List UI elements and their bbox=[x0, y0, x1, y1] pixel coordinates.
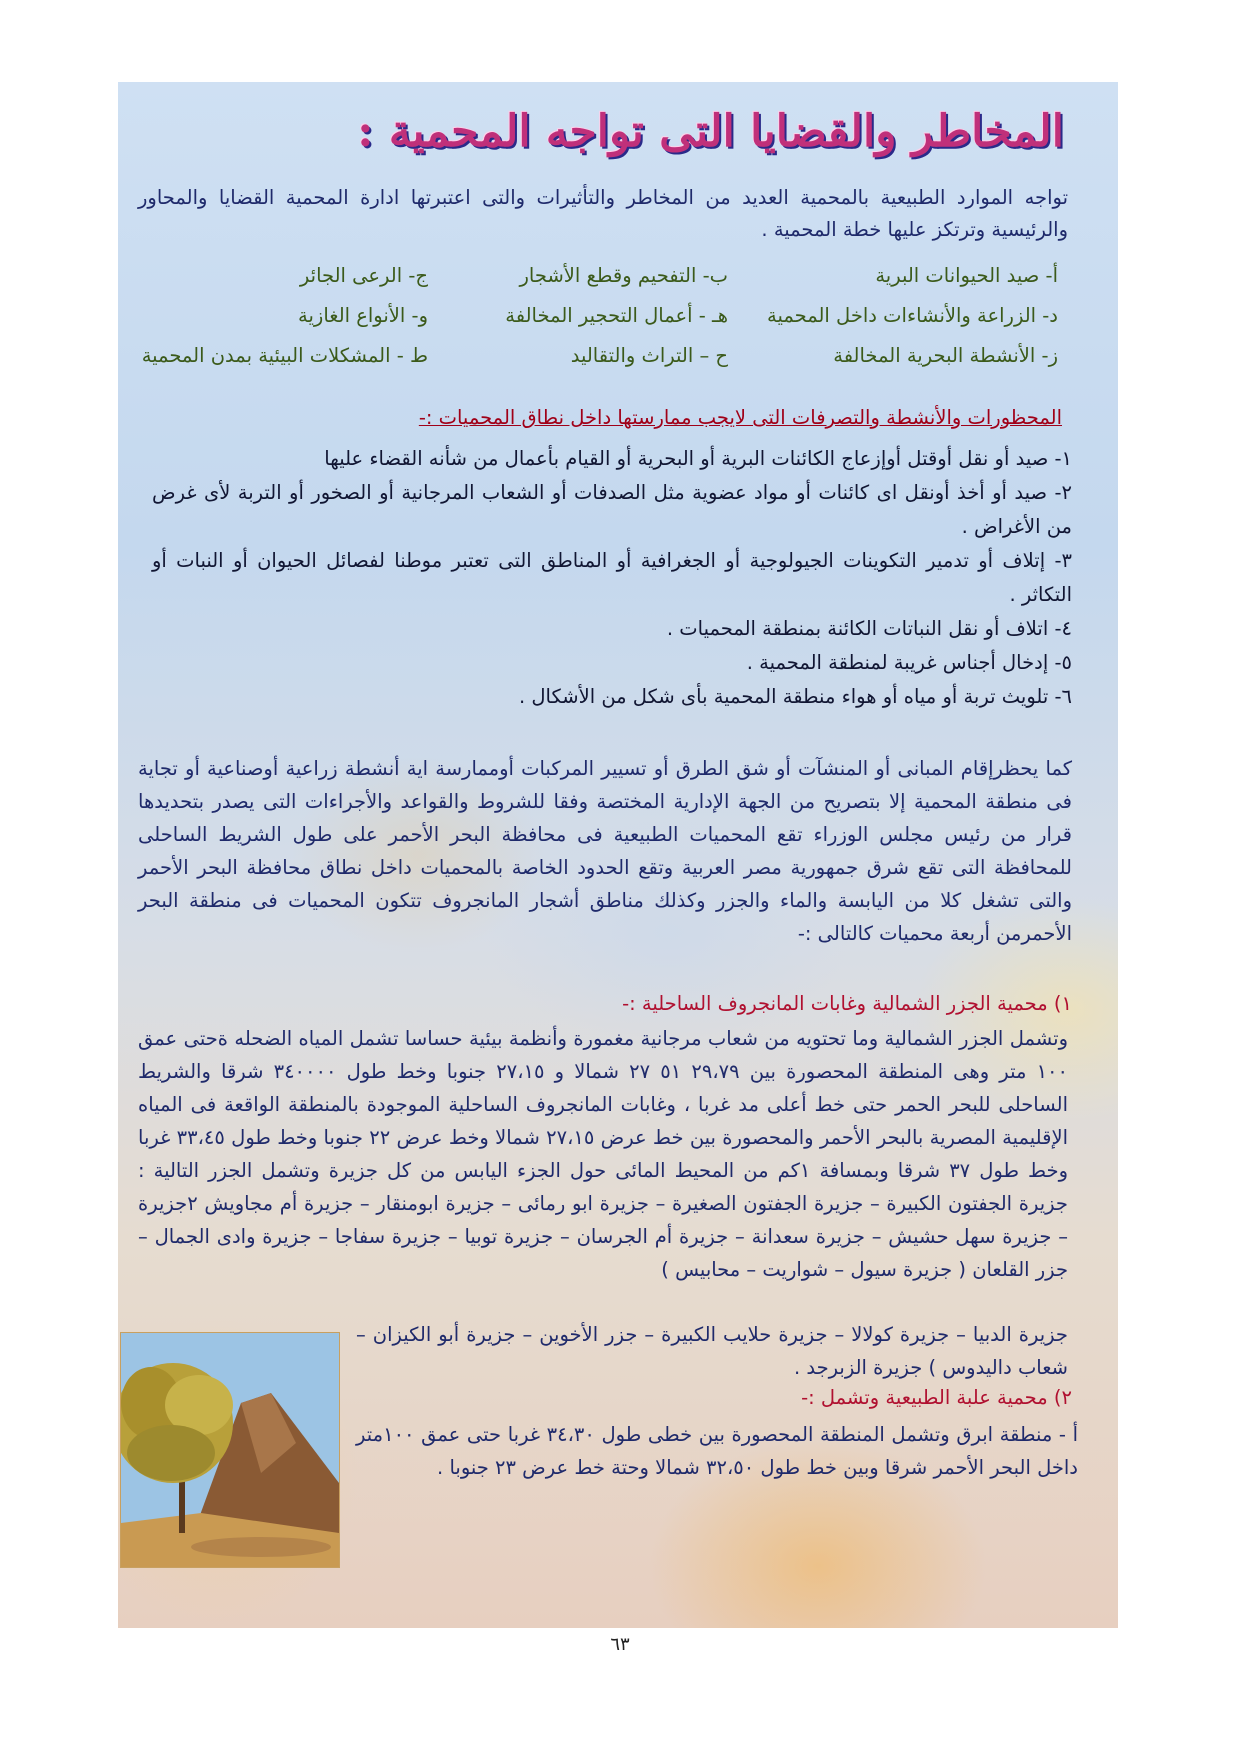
issue-item: ز- الأنشطة البحرية المخالفة bbox=[833, 344, 1058, 367]
ban-item: ٢- صيد أو أخذ أونقل اى كائنات أو مواد عضوية مثل الصدفات أو الشعاب المرجانية أو الصخور أو التربة لأى غرض من الأغراض . bbox=[152, 481, 1072, 538]
ban-item: ٦- تلويث تربة أو مياه أو هواء منطقة المحمية بأى شكل من الأشكال . bbox=[518, 685, 1072, 708]
issue-item: ط - المشكلات البيئية بمدن المحمية bbox=[141, 344, 428, 367]
issue-item: ب- التفحيم وقطع الأشجار bbox=[519, 264, 728, 287]
issue-item: د- الزراعة والأنشاءات داخل المحمية bbox=[767, 304, 1058, 327]
section2-heading: ٢) محمية علبة الطبيعية وتشمل :- bbox=[801, 1386, 1072, 1409]
issue-item: ح – التراث والتقاليد bbox=[570, 344, 728, 367]
ban-item: ٣- إتلاف أو تدمير التكوينات الجيولوجية أو الجغرافية أو المناطق التى تعتبر موطنا لفصائل الحيوان أو النبات أو التكاثر . bbox=[152, 549, 1072, 606]
section1-body-continued: جزيرة الدبيا – جزيرة كولالا – جزيرة حلايب الكبيرة – جزر الأخوين – جزيرة أبو الكيزان – شعاب داليدوس ) جزيرة الزبرجد . bbox=[356, 1323, 1068, 1379]
section1-heading: ١) محمية الجزر الشمالية وغابات المانجروف الساحلية :- bbox=[622, 992, 1072, 1015]
issues-grid bbox=[138, 256, 1058, 376]
bans-heading: المحظورات والأنشطة والتصرفات التى لايجب ممارستها داخل نطاق المحميات :- bbox=[418, 406, 1062, 429]
ban-item: ٥- إدخال أجناس غريبة لمنطقة المحمية . bbox=[746, 651, 1072, 674]
page-number: ٦٣ bbox=[610, 1634, 630, 1655]
issue-item: هـ - أعمال التحجير المخالفة bbox=[505, 304, 728, 327]
ban-item: ٤- اتلاف أو نقل النباتات الكائنة بمنطقة المحميات . bbox=[666, 617, 1072, 640]
section1-body: وتشمل الجزر الشمالية وما تحتويه من شعاب مرجانية مغمورة وأنظمة بيئية حساسا تشمل المياه الضحله ةحتى عمق ١٠٠ متر وهى المنطقة المحصورة بين ٢٩،٧٩ ٥١ ٢٧ شمالا و ٢٧،١٥ جنوبا وخط طول ٣٤٠٠٠٠ شرقا والشريط الساحلى للبحر الحمر حتى خط أعلى مد غربا ، وغابات المانجروف الساحلية الموجودة بالمنطقة الواقعة فى المياه الإقليمية المصرية بالبحر الأحمر والمحصورة بين خط عرض ٢٧،١٥ شمالا وخط عرض ٢٢ جنوبا وخط طول ٣٣،٤٥ غربا وخط طول ٣٧ شرقا وبمسافة ١كم من المحيط المائى حول الجزء اليابس من كل جزيرة وتشمل الجزر التالية : جزيرة الجفتون الكبيرة – جزيرة الجفتون الصغيرة – جزيرة ابو رمائى – جزيرة ابومنقار – جزيرة أم مجاويش ٢جزيرة – جزيرة سهل حشيش – جزيرة سعدانة – جزيرة أم الجرسان – جزيرة توبيا – جزيرة سفاجا – جزيرة وادى الجمال – جزر القلعان ( جزيرة سيول – شواريت – محابيس ) bbox=[138, 1027, 1069, 1281]
issues-row bbox=[138, 256, 1058, 296]
body-paragraph: كما يحظرإقام المبانى أو المنشآت أو شق الطرق أو تسيير المركبات أوممارسة اية أنشطة زراعية أوصناعية أو تجاية فى منطقة المحمية إلا بتصريح من الجهة الإدارية المختصة وفقا للشروط والقواعد والأجراءات التى يصدر بتحديدها قرار من رئيس مجلس الوزراء تقع المحميات الطبيعية فى محافظة البحر الأحمر على طول الشريط الساحلى للمحافظة التى تقع شرق جمهورية مصر العربية وتقع الحدود الخاصة بالمحميات داخل نطاق محافظة البحر الأحمر والتى تشغل كلا من اليابسة والماء والجزر وكذلك مناطق أشجار المانجروف تتكون المحميات فى منطقة البحر الأحمرمن أربعة محميات كالتالى :- bbox=[138, 757, 1072, 945]
issue-item: أ- صيد الحيوانات البرية bbox=[875, 264, 1058, 287]
ban-item: ١- صيد أو نقل أوقتل أوإزعاج الكائنات البرية أو البحرية أو القيام بأعمال من شأنه القضاء عليها bbox=[324, 447, 1072, 470]
intro-paragraph bbox=[138, 182, 1068, 246]
intro-text: تواجه الموارد الطبيعية بالمحمية العديد من المخاطر والتأثيرات والتى اعتبرتها ادارة المحمية القضايا والمحاور والرئيسية وترتكز عليها خطة المحمية . bbox=[138, 186, 1068, 241]
page-panel bbox=[118, 82, 1118, 1628]
landscape-photo-image bbox=[121, 1333, 339, 1567]
issues-row bbox=[138, 336, 1058, 376]
section2-body: أ - منطقة ابرق وتشمل المنطقة المحصورة بين خطى طول ٣٤،٣٠ غربا حتى عمق ١٠٠متر داخل البحر الأحمر شرقا وبين خط طول ٣٢،٥٠ شمالا وحتة خط عرض ٢٣ جنوبا . bbox=[356, 1423, 1078, 1479]
bans-list bbox=[152, 442, 1072, 714]
issues-row bbox=[138, 296, 1058, 336]
issue-item: ج- الرعى الجائر bbox=[299, 264, 428, 287]
page-title: المخاطر والقضايا التى تواجه المحمية : bbox=[357, 106, 1064, 157]
landscape-photo bbox=[120, 1332, 340, 1568]
issue-item: و- الأنواع الغازية bbox=[298, 304, 428, 327]
